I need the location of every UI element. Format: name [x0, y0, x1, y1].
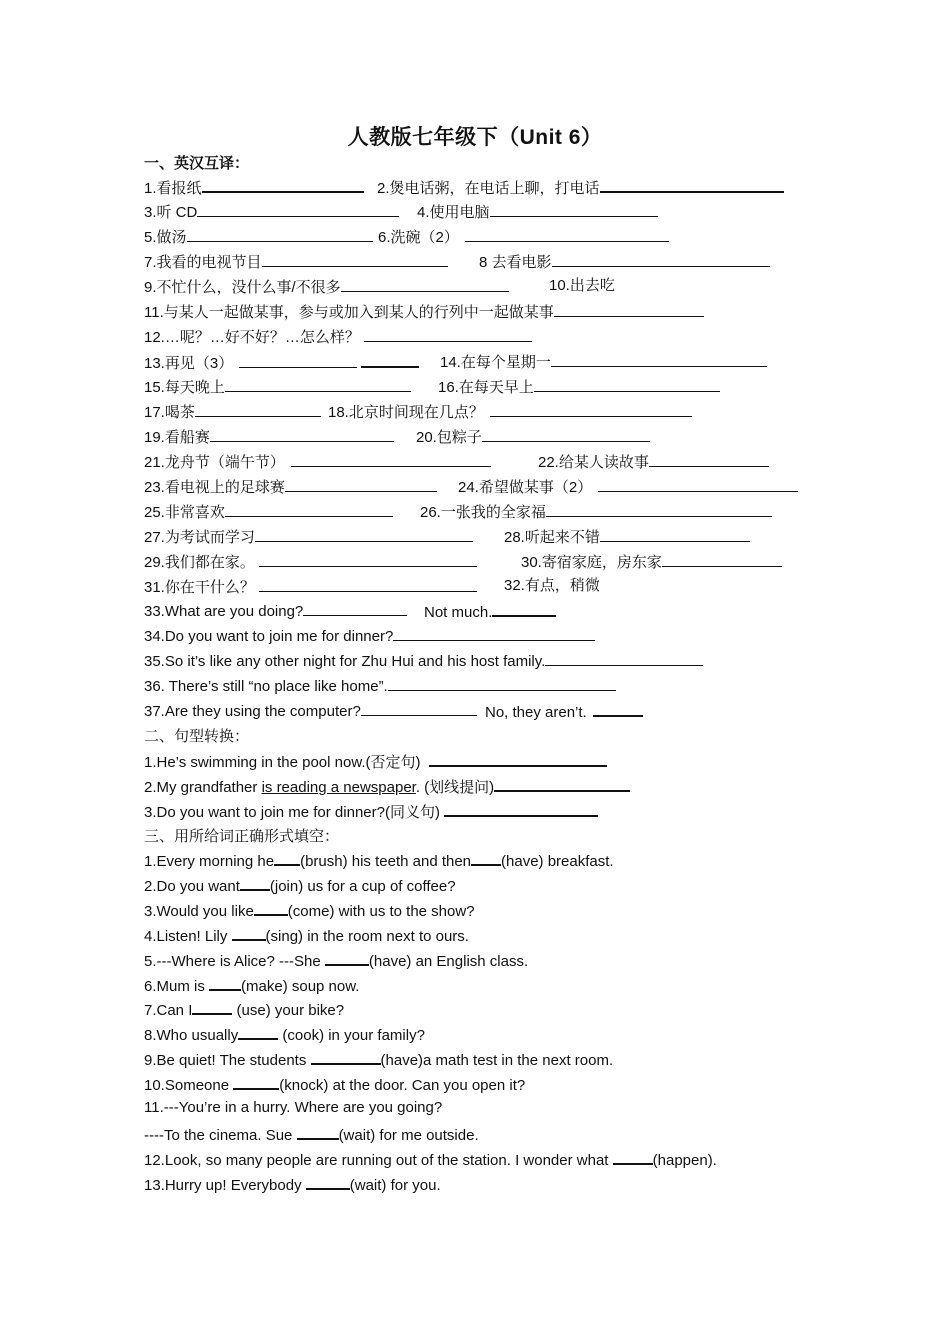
- vocab-item: 28.听起来不错: [504, 526, 750, 548]
- vocab-item: 34.Do you want to join me for dinner?: [144, 625, 595, 647]
- fill-item: 13.Hurry up! Everybody (wait) for you.: [144, 1173, 441, 1196]
- answer-blank[interactable]: [274, 849, 300, 866]
- answer-blank[interactable]: [259, 551, 477, 567]
- vocab-item: 33.What are you doing?: [144, 600, 407, 622]
- answer-blank[interactable]: [233, 1073, 279, 1090]
- answer-blank[interactable]: [552, 251, 770, 267]
- fill-item: 4.Listen! Lily (sing) in the room next to ours.: [144, 924, 469, 947]
- fill-item: 9.Be quiet! The students (have)a math test in the next room.: [144, 1048, 613, 1071]
- vocab-item: 31.你在干什么？: [144, 576, 477, 598]
- vocab-item: 5.做汤: [144, 226, 373, 248]
- answer-blank[interactable]: [209, 974, 241, 991]
- fill-item: 10.Someone (knock) at the door. Can you open it?: [144, 1073, 525, 1096]
- answer-blank[interactable]: [341, 276, 509, 292]
- vocab-item: 3.听 CD: [144, 201, 399, 223]
- answer-blank[interactable]: [471, 849, 501, 866]
- answer-blank[interactable]: [551, 351, 767, 367]
- answer-blank[interactable]: [554, 301, 704, 317]
- answer-blank[interactable]: [187, 226, 373, 242]
- answer-blank[interactable]: [240, 874, 270, 891]
- section1-heading: 一、英汉互译：: [144, 155, 250, 172]
- vocab-item: No, they aren’t.: [485, 700, 643, 723]
- answer-blank[interactable]: [361, 700, 477, 716]
- answer-blank[interactable]: [598, 476, 798, 492]
- answer-blank[interactable]: [546, 501, 772, 517]
- answer-blank[interactable]: [613, 1148, 653, 1165]
- fill-item: 12.Look, so many people are running out of the station. I wonder what (happen).: [144, 1148, 717, 1171]
- vocab-item: 15.每天晚上: [144, 376, 411, 398]
- vocab-item: 4.使用电脑: [417, 201, 658, 223]
- vocab-item: 6.洗碗（2）: [378, 226, 669, 248]
- vocab-item: 20.包粽子: [416, 426, 650, 448]
- vocab-item: 7.我看的电视节目: [144, 251, 448, 273]
- fill-item: 8.Who usually (cook) in your family?: [144, 1023, 425, 1046]
- vocab-item: 36. There’s still “no place like home”.: [144, 675, 616, 697]
- vocab-item: 17.喝茶: [144, 401, 321, 423]
- vocab-item: 24.希望做某事（2）: [458, 476, 798, 498]
- vocab-item: 21.龙舟节（端午节）: [144, 451, 491, 473]
- vocab-item: 25.非常喜欢: [144, 501, 393, 523]
- answer-blank[interactable]: [254, 899, 288, 916]
- answer-blank[interactable]: [465, 226, 669, 242]
- vocab-item: 26.一张我的全家福: [420, 501, 772, 523]
- fill-item: 11.---You’re in a hurry. Where are you going?: [144, 1099, 443, 1116]
- answer-blank[interactable]: [306, 1173, 350, 1190]
- vocab-item: 9.不忙什么，没什么事/不很多: [144, 276, 509, 298]
- answer-blank[interactable]: [285, 476, 437, 492]
- answer-blank[interactable]: [255, 526, 473, 542]
- vocab-item: Not much.: [424, 600, 556, 623]
- answer-blank[interactable]: [291, 451, 491, 467]
- answer-blank[interactable]: [593, 700, 643, 717]
- answer-blank[interactable]: [490, 401, 692, 417]
- answer-blank[interactable]: [364, 326, 532, 342]
- answer-blank[interactable]: [197, 201, 399, 217]
- answer-blank[interactable]: [600, 176, 784, 193]
- answer-blank[interactable]: [225, 376, 411, 392]
- answer-blank[interactable]: [361, 351, 419, 368]
- answer-blank[interactable]: [225, 501, 393, 517]
- answer-blank[interactable]: [210, 426, 394, 442]
- fill-item: ----To the cinema. Sue (wait) for me outside.: [144, 1123, 479, 1146]
- section3-heading: 三、用所给词正确形式填空：: [144, 828, 340, 845]
- answer-blank[interactable]: [239, 352, 357, 368]
- answer-blank[interactable]: [444, 800, 598, 817]
- vocab-item: 30.寄宿家庭，房东家: [521, 551, 782, 573]
- underlined-phrase: is reading a newspaper: [261, 779, 416, 796]
- answer-blank[interactable]: [232, 924, 266, 941]
- transform-item: 1.He’s swimming in the pool now.(否定句): [144, 750, 607, 773]
- fill-item: 1.Every morning he (brush) his teeth and then (have) breakfast.: [144, 849, 614, 872]
- vocab-item: 10.出去吃: [549, 277, 615, 294]
- answer-blank[interactable]: [262, 251, 448, 267]
- vocab-item: 8 去看电影: [479, 251, 770, 273]
- vocab-item: 14.在每个星期一: [440, 351, 767, 373]
- vocab-item: 22.给某人读故事: [538, 451, 769, 473]
- page-title: 人教版七年级下（Unit 6）: [347, 126, 603, 149]
- answer-blank[interactable]: [492, 600, 556, 617]
- fill-item: 7.Can I (use) your bike?: [144, 998, 344, 1021]
- fill-item: 3.Would you like (come) with us to the show?: [144, 899, 475, 922]
- vocab-item: 18.北京时间现在几点？: [328, 401, 692, 423]
- fill-item: 2.Do you want (join) us for a cup of coffee?: [144, 874, 456, 897]
- section2-heading: 二、句型转换：: [144, 728, 250, 745]
- transform-item: 3.Do you want to join me for dinner?(同义句): [144, 800, 598, 823]
- answer-blank[interactable]: [545, 650, 703, 666]
- answer-blank[interactable]: [490, 201, 658, 217]
- fill-item: 5.---Where is Alice? ---She (have) an English class.: [144, 949, 528, 972]
- answer-blank[interactable]: [662, 551, 782, 567]
- answer-blank[interactable]: [388, 675, 616, 691]
- vocab-item: 1.看报纸: [144, 176, 364, 199]
- answer-blank[interactable]: [202, 176, 364, 193]
- answer-blank[interactable]: [297, 1123, 339, 1140]
- fill-item: 6.Mum is (make) soup now.: [144, 974, 359, 997]
- answer-blank[interactable]: [195, 401, 321, 417]
- answer-blank[interactable]: [325, 949, 369, 966]
- answer-blank[interactable]: [482, 426, 650, 442]
- vocab-item: 32.有点，稍微: [504, 577, 600, 594]
- answer-blank[interactable]: [494, 775, 630, 792]
- answer-blank[interactable]: [238, 1023, 278, 1040]
- answer-blank[interactable]: [303, 600, 407, 616]
- answer-blank[interactable]: [311, 1048, 381, 1065]
- vocab-item: 16.在每天早上: [438, 376, 720, 398]
- vocab-item: 23.看电视上的足球赛: [144, 476, 437, 498]
- vocab-item: 12.…呢？…好不好？…怎么样？: [144, 326, 532, 348]
- transform-item: 2.My grandfather is reading a newspaper. (划线提问): [144, 775, 630, 798]
- vocab-item: 29.我们都在家。: [144, 551, 477, 573]
- answer-blank[interactable]: [429, 750, 607, 767]
- vocab-item: 11.与某人一起做某事，参与或加入到某人的行列中一起做某事: [144, 301, 704, 323]
- vocab-item: 35.So it’s like any other night for Zhu Hui and his host family.: [144, 650, 703, 672]
- answer-blank[interactable]: [393, 625, 595, 641]
- answer-blank[interactable]: [649, 451, 769, 467]
- vocab-item: 27.为考试而学习: [144, 526, 473, 548]
- answer-blank[interactable]: [259, 576, 477, 592]
- answer-blank[interactable]: [600, 526, 750, 542]
- answer-blank[interactable]: [534, 376, 720, 392]
- vocab-item: 13.再见（3）: [144, 351, 419, 374]
- vocab-item: 37.Are they using the computer?: [144, 700, 477, 722]
- answer-blank[interactable]: [192, 998, 232, 1015]
- vocab-item: 2.煲电话粥，在电话上聊，打电话: [377, 176, 784, 199]
- vocab-item: 19.看船赛: [144, 426, 394, 448]
